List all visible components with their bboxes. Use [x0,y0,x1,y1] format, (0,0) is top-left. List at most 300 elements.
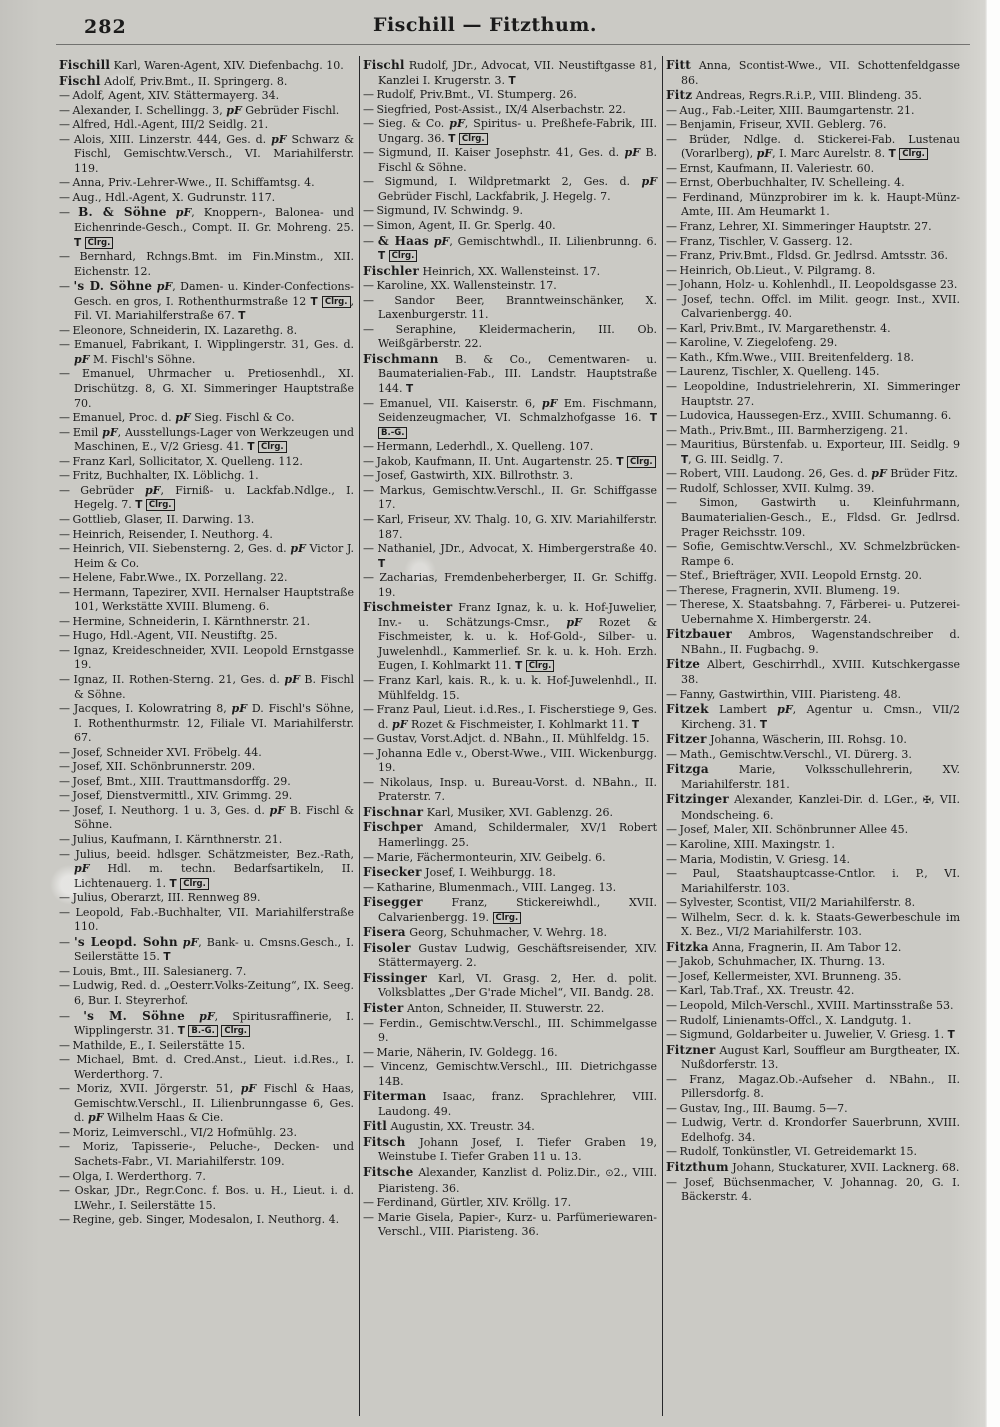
directory-entry: Fitzga Marie, Volksschullehrerin, XV. Mariahilferstr. 181. [666,762,960,791]
directory-entry: — Ludwig, Vertr. d. Krondorfer Sauerbrunn, XVIII. Edelhofg. 34. [666,1116,960,1144]
directory-entry: — Moriz, XVII. Jörgerstr. 51, pF Fischl & Haas, Gemischtw.Verschl., II. Lilienbrunngasse 6, Ges. d. pF Wilhelm Haas & Cie. [59,1082,355,1125]
surname-lead: Fitzinger [666,792,729,807]
repeat-surname-dash: — [666,161,676,175]
directory-entry: — Siegfried, Post-Assist., IX/4 Alserbachstr. 22. [363,102,626,116]
repeat-surname-dash: — [363,102,373,116]
surname-lead: Fischler [363,263,419,278]
repeat-surname-dash: — [59,323,69,337]
directory-entry: — Benjamin, Friseur, XVII. Geblerg. 76. [666,118,887,132]
directory-entry: — Leopold, Fab.-Buchhalter, VII. Mariahilferstraße 110. [59,905,354,934]
directory-entry: — Oskar, JDr., Regr.Conc. f. Bos. u. H., Lieut. i. d. LWehr., I. Seilerstätte 15. [59,1184,354,1212]
registered-firm-mark: pF [226,103,242,117]
telephone-mark: T [681,453,689,466]
directory-entry: Fischnar Karl, Musiker, XVI. Gablenzg. 26. [363,804,614,819]
repeat-surname-dash: — [666,569,676,583]
repeat-surname-dash: — [59,1038,69,1052]
repeat-surname-dash: — [363,279,373,293]
repeat-surname-dash: — [363,146,373,160]
directory-entry: — Ferdinand, Münzprobirer im k. k. Haupt-Münz-Amte, III. Am Heumarkt 1. [666,190,960,219]
surname-lead: Fitzthum [666,1160,729,1175]
surname-lead: Fitzer [666,732,707,747]
repeat-surname-dash: — [59,672,69,686]
surname-lead: Fischmeister [363,600,453,615]
repeat-surname-dash: — [363,293,373,307]
directory-entry: — Emanuel, VII. Kaiserstr. 6, pF Em. Fischmann, Seidenzeugmacher, VI. Schmalzhofgasse 16. T B.-G. [363,396,657,438]
repeat-surname-dash: — [363,454,373,468]
repeat-surname-dash: — [666,687,676,701]
directory-entry: — Heinrich, VII. Siebensterng. 2, Ges. d. pF Victor J. Heim & Co. [59,542,355,570]
directory-entry: — Hermine, Schneiderin, I. Kärnthnerstr. 21. [59,614,311,628]
repeat-surname-dash: — [59,832,69,846]
directory-entry: — Rudolf, Schlosser, XVII. Kulmg. 39. [666,481,875,495]
repeat-surname-dash: — [363,440,373,454]
repeat-surname-dash: — [666,321,676,335]
surname-lead: 's M. Söhne [83,1008,185,1023]
repeat-surname-dash: — [666,292,676,306]
directory-entry: — Paul, Staatshauptcasse-Cntlor. i. P., VI. Mariahilferstr. 103. [666,867,961,895]
repeat-surname-dash: — [363,396,373,410]
surname-lead: Fitzga [666,762,709,777]
registered-firm-mark: pF [871,467,887,481]
directory-entry: — Simon, Gastwirth u. Kleinfuhrmann, Baumaterialien-Gesch., E., Fldsd. Gr. Jedlrsd. Prager Reichsstr. 109. [666,496,960,539]
repeat-surname-dash: — [59,132,69,146]
surname-lead: Fissinger [363,970,428,985]
directory-entry: Fitzthum Johann, Stuckaturer, XVII. Lacknerg. 68. [666,1160,960,1175]
directory-entry: — Marie, Fächermonteurin, XIV. Geibelg. 6. [363,850,606,864]
repeat-surname-dash: — [59,118,69,132]
directory-entry: — Hermann, Tapezirer, XVII. Hernalser Hauptstraße 101, Werkstätte XVIII. Blumeng. 6. [59,585,354,614]
repeat-surname-dash: — [666,336,676,350]
surname-lead: Fischnar [363,804,424,819]
telephone-mark: T [74,236,82,249]
directory-entry: Fiterman Isaac, franz. Sprachlehrer, VIII. Laudong. 49. [363,1089,657,1118]
repeat-surname-dash: — [363,469,373,483]
repeat-surname-dash: — [666,999,676,1012]
repeat-surname-dash: — [666,955,676,969]
directory-entry: — Anna, Priv.-Lehrer-Wwe., II. Schiffamtsg. 4. [59,176,315,190]
registered-firm-mark: pF [269,803,286,817]
directory-entry: — Alois, XIII. Linzerstr. 444, Ges. d. pF Schwarz & Fischl, Gemischtw.Versch., VI. Mariahilferstr. 119. [59,132,355,175]
repeat-surname-dash: — [666,1028,676,1042]
repeat-surname-dash: — [363,234,373,248]
repeat-surname-dash: — [666,583,676,597]
directory-entry: — Sigmund, II. Kaiser Josephstr. 41, Ges. d. pF B. Fischl & Söhne. [363,146,658,174]
surname-lead: Fischl [363,58,405,72]
repeat-surname-dash: — [666,1101,676,1115]
surname-lead: Fitze [666,657,701,672]
repeat-surname-dash: — [666,103,676,117]
surname-lead: Fisecker [363,865,422,880]
directory-entry: — Josef, I. Neuthorg. 1 u. 3, Ges. d. pF B. Fischl & Söhne. [59,803,355,832]
directory-entry: — Mauritius, Bürstenfab. u. Exporteur, III. Seidlg. 9 T, G. III. Seidlg. 7. [666,438,960,466]
repeat-surname-dash: — [363,88,373,102]
telephone-mark: T [177,1025,185,1038]
directory-entry: — Sofie, Gemischtw.Verschl., XV. Schmelzbrücken-Rampe 6. [666,540,961,568]
repeat-surname-dash: — [666,852,676,866]
repeat-surname-dash: — [363,775,373,789]
directory-entry: — Alfred, Hdl.-Agent, III/2 Seidlg. 21. [59,118,269,132]
repeat-surname-dash: — [666,380,676,394]
telephone-mark: T [631,718,640,731]
registered-firm-mark: pF [641,175,658,189]
repeat-surname-dash: — [666,249,676,263]
scan-page-edge [987,0,1000,1427]
directory-entry: — Ferdin., Gemischtw.Verschl., III. Schimmelgasse 9. [363,1016,657,1045]
repeat-surname-dash: — [59,1082,69,1096]
repeat-surname-dash: — [363,850,373,864]
directory-entry: — Josef, Dienstvermittl., XIV. Grimmg. 29. [59,789,293,803]
surname-lead: Fitz [666,88,693,103]
directory-entry: — Gottlieb, Glaser, II. Darwing. 13. [59,512,255,526]
repeat-surname-dash: — [363,746,373,760]
repeat-surname-dash: — [59,1140,69,1154]
directory-entry: — 's M. Söhne pF, Spiritusraffinerie, I. Wipplingerstr. 31. T B.-G. Clrg. [59,1008,354,1038]
repeat-surname-dash: — [666,263,676,277]
repeat-surname-dash: — [59,891,69,905]
directory-entry: Fischler Heinrich, XX. Wallensteinst. 17. [363,263,601,278]
repeat-surname-dash: — [59,614,69,628]
directory-entry: Fischl Adolf, Priv.Bmt., II. Springerg. 8. [59,73,288,88]
directory-entry: — Math., Gemischtw.Verschl., VI. Dürerg. 3. [666,747,912,761]
registered-firm-mark: pF [392,717,408,731]
repeat-surname-dash: — [363,1060,373,1074]
repeat-surname-dash: — [363,483,373,497]
registered-firm-mark: pF [777,703,793,717]
repeat-surname-dash: — [59,89,69,103]
directory-entry: — Maria, Modistin, V. Griesg. 14. [666,852,851,866]
directory-entry: Fister Anton, Schneider, II. Stuwerstr. 22. [363,1001,605,1015]
repeat-surname-dash: — [363,542,373,556]
repeat-surname-dash: — [666,278,676,292]
clearing-badge: Clrg. [85,237,114,249]
clearing-badge: Clrg. [389,250,418,262]
directory-entry: — 's D. Söhne pF, Damen- u. Kinder-Confections-Gesch. en gros, I. Rothenthurmstraße 12 T Clrg. , Fil. VI. Mariahilferstraße 67. T [59,279,355,323]
directory-entry: — Josef, Bmt., XIII. Trauttmansdorffg. 29. [59,774,291,788]
repeat-surname-dash: — [666,1175,676,1189]
repeat-surname-dash: — [666,132,676,146]
repeat-surname-dash: — [666,234,676,248]
surname-lead: Fitzner [666,1042,716,1057]
directory-entry: — Louis, Bmt., III. Salesianerg. 7. [59,964,247,978]
registered-firm-mark: pF [284,672,300,686]
directory-entry: — Ernst, Kaufmann, II. Valeriestr. 60. [666,161,875,175]
registered-firm-mark: pF [156,280,173,294]
registered-firm-mark: pF [102,425,118,439]
repeat-surname-dash: — [666,496,676,510]
repeat-surname-dash: — [666,598,676,612]
registered-firm-mark: pF [756,147,773,161]
repeat-surname-dash: — [59,1125,69,1139]
directory-entry: — Ferdinand, Gürtler, XIV. Kröllg. 17. [363,1196,572,1210]
surname-lead: Fischill [59,58,111,72]
directory-entry: — Michael, Bmt. d. Cred.Anst., Lieut. i.d.Res., I. Werderthorg. 7. [59,1053,354,1081]
repeat-surname-dash: — [59,1009,69,1023]
repeat-surname-dash: — [59,469,69,483]
directory-entry: Fitsch Johann Josef, I. Tiefer Graben 19, Weinstube I. Tiefer Graben 11 u. 13. [363,1134,657,1164]
directory-entry: — Sieg. & Co. pF, Spiritus- u. Preßhefe-Fabrik, III. Ungarg. 36. T Clrg. [363,117,658,145]
directory-entry: — Math., Priv.Bmt., III. Barmherzigeng. 21. [666,423,909,437]
column-2 [359,56,662,1416]
registered-firm-mark: pF [175,411,191,425]
repeat-surname-dash: — [59,774,69,788]
repeat-surname-dash: — [59,280,69,294]
repeat-surname-dash: — [666,823,676,837]
repeat-surname-dash: — [59,585,69,599]
directory-entry: Fitzek Lambert pF, Agentur u. Cmsn., VII/2 Kircheng. 31. T [666,702,960,731]
directory-entry: — Franz, Lehrer, XI. Simmeringer Hauptstr. 27. [666,220,932,234]
repeat-surname-dash: — [59,745,69,759]
repeat-surname-dash: — [666,467,676,481]
directory-entry: — Kath., Kfm.Wwe., VIII. Breitenfelderg. 18. [666,350,915,364]
repeat-surname-dash: — [666,1145,676,1159]
repeat-surname-dash: — [59,979,69,993]
directory-entry: — Marie, Näherin, IV. Goldegg. 16. [363,1045,558,1059]
directory-entry: — Karoline, V. Ziegelofeng. 29. [666,336,838,350]
repeat-surname-dash: — [59,935,69,949]
surname-lead: 's Leopd. Sohn [74,934,178,949]
directory-entry: — & Haas pF, Gemischtwhdl., II. Lilienbrunng. 6. T Clrg. [363,233,657,263]
repeat-surname-dash: — [59,190,69,204]
telephone-mark: T [515,660,523,673]
repeat-surname-dash: — [363,880,373,894]
directory-entry: — Olga, I. Werderthorg. 7. [59,1169,206,1183]
surname-lead: Fitzek [666,702,709,717]
directory-entry: — Bernhard, Rchngs.Bmt. im Fin.Minstm., XII. Eichenstr. 12. [59,250,354,278]
directory-entry: — Josef, Kellermeister, XVI. Brunneng. 35. [666,969,902,983]
directory-entry: — Franz, Priv.Bmt., Fldsd. Gr. Jedlrsd. Amtsstr. 36. [666,249,948,263]
directory-columns [56,56,980,1416]
directory-entry: — Julius, Oberarzt, III. Rennweg 89. [59,891,261,905]
telephone-mark: T [616,455,624,468]
directory-entry: — Leopold, Milch-Verschl., XVIII. Martinsstraße 53. [666,999,954,1012]
repeat-surname-dash: — [59,367,69,381]
directory-entry: — Ignaz, Kreideschneider, XVII. Leopold Ernstgasse 19. [59,643,354,672]
surname-lead: Fister [363,1001,404,1015]
directory-entry: — 's Leopd. Sohn pF, Bank- u. Cmsns.Gesch., I. Seilerstätte 15. T [59,934,354,964]
header-rule [56,44,970,45]
repeat-surname-dash: — [363,703,373,717]
telephone-mark: T [238,310,246,323]
directory-entry: — Therese, X. Staatsbahng. 7, Färberei- u. Putzerei-Uebernahme X. Himbergerstr. 24. [666,598,960,626]
directory-entry: — Markus, Gemischtw.Verschl., II. Gr. Schiffgasse 17. [363,483,657,512]
surname-lead: Fitzka [666,939,709,954]
telephone-mark: T [169,877,177,890]
clearing-badge: Clrg. [146,499,175,511]
surname-lead: & Haas [377,233,430,248]
repeat-surname-dash: — [59,847,69,861]
directory-entry: Fisera Georg, Schuhmacher, V. Wehrg. 18. [363,925,608,940]
directory-entry: — Nikolaus, Insp. u. Bureau-Vorst. d. NBahn., II. Praterstr. 7. [363,775,658,804]
repeat-surname-dash: — [363,1045,373,1059]
directory-entry: — Karl, Priv.Bmt., IV. Margarethenstr. 4. [666,321,891,335]
registered-firm-mark: pF [624,146,641,160]
telephone-circle-mark: ⊙ [605,1168,614,1180]
directory-entry: — Rudolf, Linienamts-Offcl., X. Landgutg. 1. [666,1013,912,1027]
repeat-surname-dash: — [59,250,69,264]
telephone-mark: T [947,1029,955,1042]
directory-entry: — Moriz, Tapisserie-, Peluche-, Decken- und Sachets-Fabr., VI. Mariahilferstr. 109. [59,1140,354,1169]
telephone-mark: T [310,295,318,308]
directory-entry: Fischill Karl, Waren-Agent, XIV. Diefenbachg. 10. [59,58,344,72]
telephone-mark: T [135,499,143,512]
registered-firm-mark: pF [271,132,287,146]
directory-entry: Fitze Albert, Geschirrhdl., XVIII. Kutschkergasse 38. [666,657,960,686]
telephone-mark: T [759,718,768,731]
directory-entry: Fisegger Franz, Stickereiwhdl., XVII. Calvarienbergg. 19. Clrg. [363,895,657,924]
directory-entry: — Josef, Gastwirth, XIX. Billrothstr. 3. [363,469,574,483]
directory-entry: — Heinrich, Reisender, I. Neuthorg. 4. [59,527,273,541]
directory-entry: Fitsche Alexander, Kanzlist d. Poliz.Dir., ⊙2., VIII. Piaristeng. 36. [363,1165,658,1195]
repeat-surname-dash: — [59,964,69,978]
directory-entry: Fitz Andreas, Regrs.R.i.P., VIII. Blindeng. 35. [666,88,922,103]
repeat-surname-dash: — [666,438,676,452]
directory-entry: Fischmeister Franz Ignaz, k. u. k. Hof-Juwelier, Inv.- u. Schätzungs-Cmsr., pF Rozet & Fischmeister, k. u. k. Hof-Gold-, Silber- u. Juwelenhdl., Kammerlief. Sr. k. u. k. Hoh. Erzh. Eugen, I. Kohlmarkt 11. T Clrg. [363,600,657,673]
registered-firm-mark: pF [88,1111,104,1125]
repeat-surname-dash: — [363,732,373,746]
directory-entry: — Gustav, Ing., III. Baumg. 5—7. [666,1101,848,1115]
page-header [0,0,1000,50]
directory-entry: — Wilhelm, Secr. d. k. k. Staats-Gewerbeschule im X. Bez., VI/2 Mariahilferstr. 103. [666,910,960,939]
directory-entry: — Marie Gisela, Papier-, Kurz- u. Parfümeriewaren-Verschl., VIII. Piaristeng. 36. [363,1210,657,1239]
directory-entry: — Franz, Magaz.Ob.-Aufseher d. NBahn., II. Pillersdorfg. 8. [666,1072,960,1101]
directory-entry: Fisoler Gustav Ludwig, Geschäftsreisender, XIV. Stättermayerg. 2. [363,940,657,970]
directory-entry: — Johanna Edle v., Oberst-Wwe., VIII. Wickenburgg. 19. [363,746,657,775]
surname-lead: Fisoler [363,940,411,955]
repeat-surname-dash: — [666,423,676,437]
repeat-surname-dash: — [666,365,676,379]
repeat-surname-dash: — [363,673,373,687]
surname-lead: Fisera [363,925,406,940]
clearing-badge: Clrg. [258,441,287,453]
directory-entry: — Franz, Tischler, V. Gasserg. 12. [666,234,853,248]
directory-entry: — Brüder, Ndlge. d. Stickerei-Fab. Lustenau (Vorarlberg), pF, I. Marc Aurelstr. 8. T Clrg. [666,132,960,161]
repeat-surname-dash: — [363,1196,373,1210]
directory-entry: Fitzka Anna, Fragnerin, II. Am Tabor 12. [666,939,902,954]
repeat-surname-dash: — [363,571,373,585]
directory-entry: — Franz Karl, Sollicitator, X. Quelleng. 112. [59,454,303,468]
repeat-surname-dash: — [59,1213,69,1227]
registered-firm-mark: pF [566,615,582,629]
directory-entry: — Aug., Fab.-Leiter, XIII. Baumgartenstr. 21. [666,103,915,117]
directory-entry: — Simon, Agent, II. Gr. Sperlg. 40. [363,219,556,233]
repeat-surname-dash: — [59,803,69,817]
clearing-badge: Clrg. [493,912,522,924]
eagle-mark: ✠ [922,795,932,807]
clearing-badge: Clrg. [180,878,209,890]
directory-entry: — Jakob, Kaufmann, II. Unt. Augartenstr. 25. T Clrg. [363,455,657,470]
registered-firm-mark: pF [449,117,465,131]
telephone-mark: T [378,250,386,263]
clearing-badge: Clrg. [526,660,555,672]
repeat-surname-dash: — [666,409,676,423]
repeat-surname-dash: — [59,454,69,468]
directory-entry: — Sigmund, Goldarbeiter u. Juwelier, V. Griesg. 1. T [666,1028,955,1042]
directory-entry: — Emil pF, Ausstellungs-Lager von Werkzeugen und Maschinen, E., V/2 Griesg. 41. T Clrg. [59,425,354,454]
directory-entry: Fischper Amand, Schildermaler, XV/1 Robert Hamerlingg. 25. [363,820,657,849]
directory-entry: — Fanny, Gastwirthin, VIII. Piaristeng. 48. [666,687,901,701]
directory-entry: — Ernst, Oberbuchhalter, IV. Schelleing. 4. [666,176,905,190]
clearing-badge: Clrg. [322,296,351,308]
repeat-surname-dash: — [59,789,69,803]
repeat-surname-dash: — [666,1013,676,1027]
surname-lead: Fiterman [363,1089,427,1104]
repeat-surname-dash: — [666,896,676,910]
telephone-mark: T [649,412,657,425]
directory-entry: Fitl Augustin, XX. Treustr. 34. [363,1119,535,1134]
directory-entry: — Sylvester, Scontist, VII/2 Mariahilferstr. 8. [666,896,916,910]
directory-entry: — Robert, VIII. Laudong. 26, Ges. d. pF Brüder Fitz. [666,467,958,481]
directory-entry: — Sigmund, I. Wildpretmarkt 2, Ges. d. pF Gebrüder Fischl, Lackfabrik, J. Hegelg. 7. [363,175,658,203]
repeat-surname-dash: — [59,1169,69,1183]
repeat-surname-dash: — [59,702,69,716]
telephone-mark: T [448,132,456,145]
repeat-surname-dash: — [666,118,676,132]
directory-entry: — Josef, XII. Schönbrunnerstr. 209. [59,760,256,774]
directory-entry: — Josef, techn. Offcl. im Milit. geogr. Inst., XVII. Calvarienbergg. 40. [666,292,960,321]
registered-firm-mark: pF [74,352,90,366]
directory-entry: — Rudolf, Priv.Bmt., VI. Stumperg. 26. [363,88,577,102]
directory-entry: — Johann, Holz- u. Kohlenhdl., II. Leopoldsgasse 23. [666,278,958,292]
directory-entry: — Zacharias, Fremdenbeherberger, II. Gr. Schiffg. 19. [363,571,657,599]
repeat-surname-dash: — [666,1116,676,1130]
registered-firm-mark: pF [144,483,161,497]
registered-firm-mark: pF [240,1082,257,1096]
directory-entry: — Aug., Hdl.-Agent, X. Gudrunstr. 117. [59,190,276,204]
directory-entry: — Seraphine, Kleidermacherin, III. Ob. Weißgärberstr. 22. [363,322,658,351]
directory-entry: — Ludwig, Red. d. „Oesterr.Volks-Zeitung“, IX. Seeg. 6, Bur. I. Steyrerhof. [59,979,354,1007]
directory-entry: — Gebrüder pF, Firniß- u. Lackfab.Ndlge., I. Hegelg. 7. T Clrg. [59,483,354,512]
directory-entry: — Stef., Briefträger, XVII. Leopold Ernstg. 20. [666,569,922,583]
surname-lead: Fitsch [363,1134,406,1149]
directory-entry: — Josef, Maler, XII. Schönbrunner Allee 45. [666,823,909,837]
directory-entry: — Karl, Friseur, XV. Thalg. 10, G. XIV. Mariahilferstr. 187. [363,512,657,541]
directory-entry: — Jacques, I. Kolowratring 8, pF D. Fischl's Söhne, I. Rothenthurmstr. 12, Filiale VI. Mariahilferstr. 67. [59,702,354,745]
repeat-surname-dash: — [666,837,676,851]
clearing-badge: Clrg. [627,456,656,468]
directory-entry: — Josef, Schneider XVI. Fröbelg. 44. [59,745,262,759]
directory-entry: — Eleonore, Schneiderin, IX. Lazarethg. 8. [59,323,298,337]
directory-entry: Fissinger Karl, VI. Grasg. 2, Her. d. polit. Volksblattes „Der G'rade Michel“, VII. Bandg. 28. [363,970,657,1000]
directory-entry: Fisecker Josef, I. Weihburgg. 18. [363,865,556,880]
directory-entry: Fitzinger Alexander, Kanzlei-Dir. d. LGer., ✠, VII. Mondscheing. 6. [666,792,960,822]
directory-entry: — Adolf, Agent, XIV. Stättermayerg. 34. [59,89,280,103]
bank-giro-badge: B.-G. [188,1025,217,1037]
registered-firm-mark: pF [541,396,558,410]
directory-entry: — Ignaz, II. Rothen-Sterng. 21, Ges. d. pF B. Fischl & Söhne. [59,672,354,701]
telephone-mark: T [163,951,171,964]
directory-entry: — B. & Söhne pF, Knoppern-, Balonea- und Eichenrinde-Gesch., Compt. II. Gr. Mohreng. 25. T Clrg. [59,205,355,249]
repeat-surname-dash: — [363,175,373,189]
repeat-surname-dash: — [666,350,676,364]
surname-lead: Fitt [666,58,691,72]
directory-entry: — Vincenz, Gemischtw.Verschl., III. Dietrichgasse 14B. [363,1060,657,1088]
directory-entry: — Hermann, Lederhdl., X. Quelleng. 107. [363,440,594,454]
repeat-surname-dash: — [666,540,676,554]
directory-entry: — Karoline, XX. Wallensteinstr. 17. [363,279,557,293]
directory-entry: — Karl, Tab.Traf., XX. Treustr. 42. [666,984,855,998]
surname-lead: Fitsche [363,1165,414,1180]
directory-entry: — Alexander, I. Schellingg. 3, pF Gebrüder Fischl. [59,103,340,117]
repeat-surname-dash: — [666,910,676,924]
page-number: 282 [84,16,127,38]
directory-entry: — Julius, beeid. hdlsger. Schätzmeister, Bez.-Rath, pF Hdl. m. techn. Bedarfsartikeln, II. Lichtenauerg. 1. T Clrg. [59,847,355,890]
directory-entry: — Laurenz, Tischler, X. Quelleng. 145. [666,365,880,379]
repeat-surname-dash: — [363,1016,373,1030]
repeat-surname-dash: — [59,760,69,774]
directory-entry: Fitzer Johanna, Wäscherin, III. Rohsg. 10. [666,732,907,747]
directory-entry: — Franz Paul, Lieut. i.d.Res., I. Fischerstiege 9, Ges. d. pF Rozet & Fischmeister, I. Kohlmarkt 11. T [363,703,657,731]
clearing-badge: Clrg. [459,133,488,145]
